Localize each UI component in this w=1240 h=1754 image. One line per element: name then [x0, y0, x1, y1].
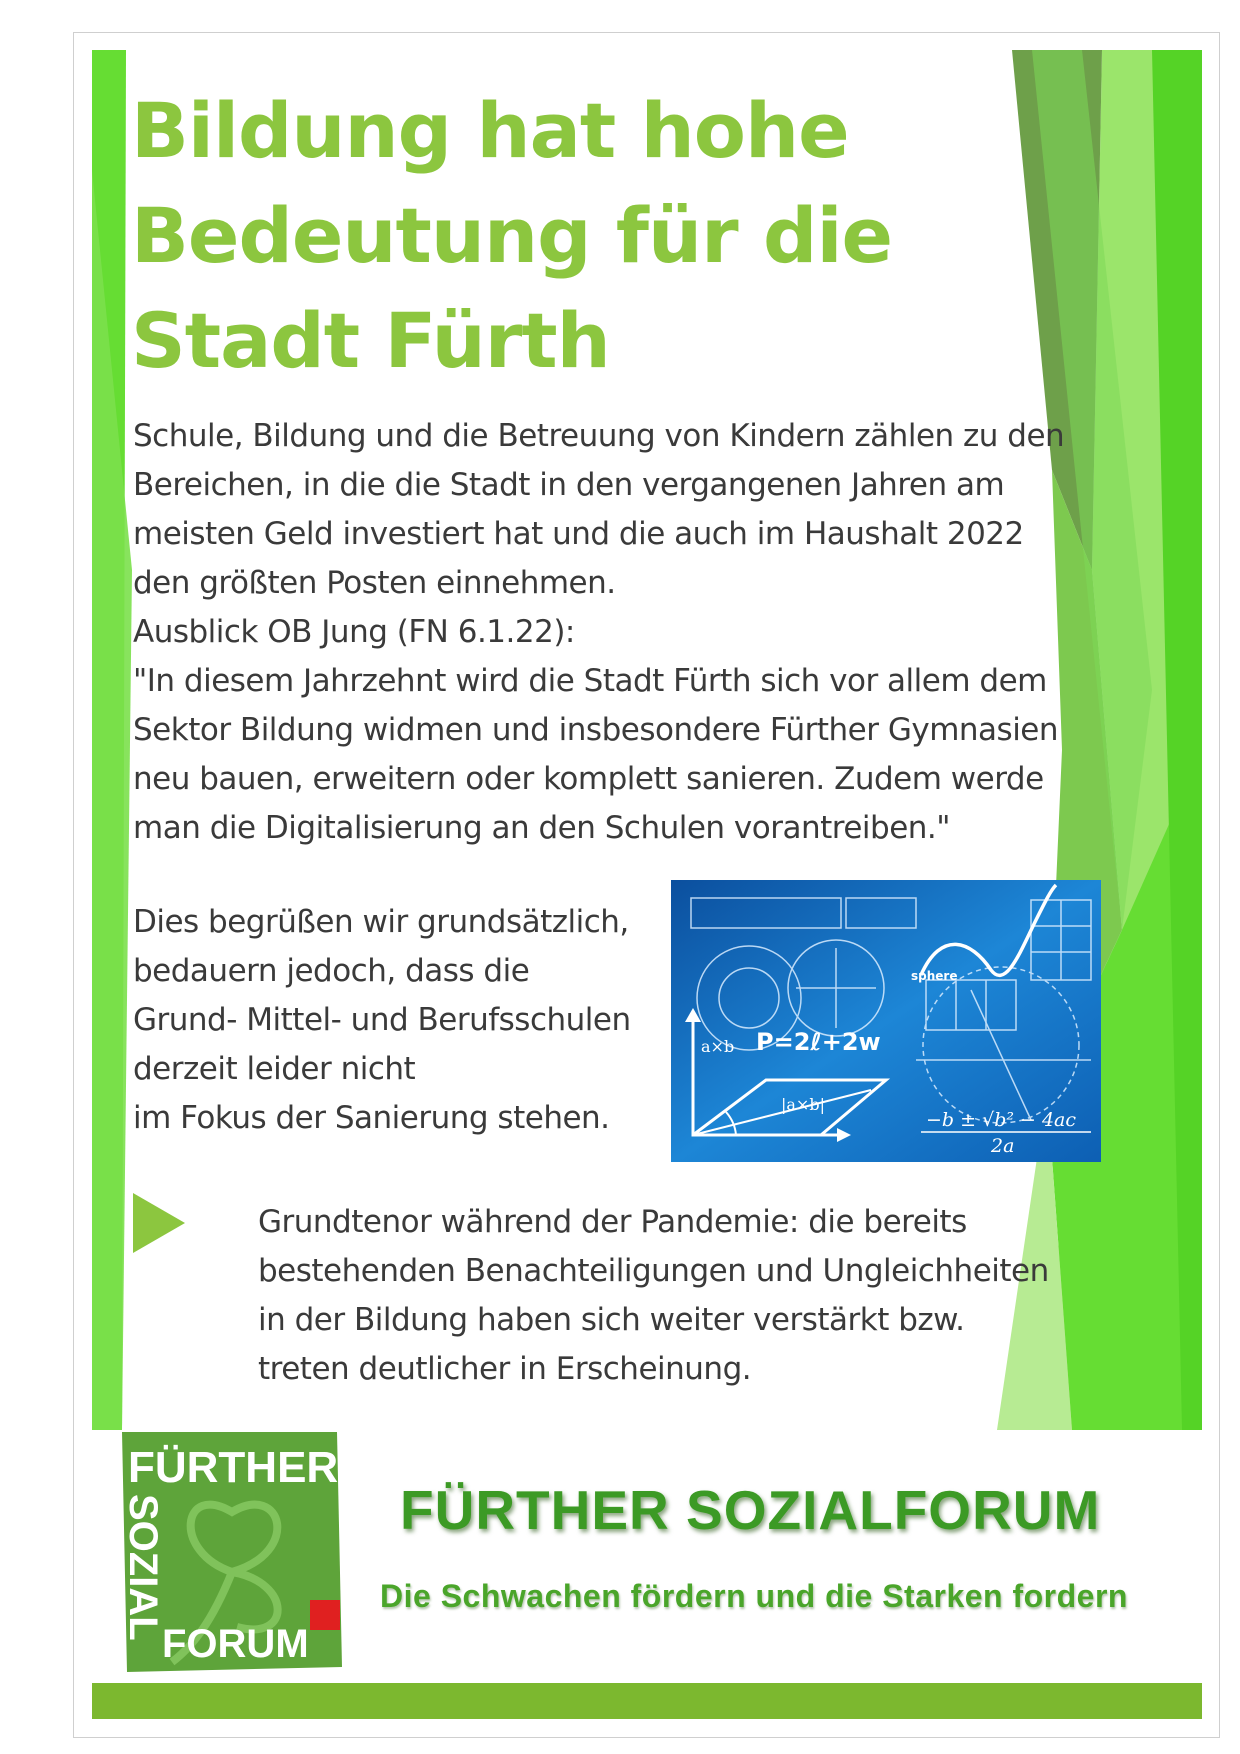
logo-text-top: FÜRTHER	[128, 1443, 339, 1492]
organization-slogan: Die Schwachen fördern und die Starken fordern	[380, 1578, 1128, 1614]
text-line: bestehenden Benachteiligungen und Ungleichheiten	[258, 1253, 1049, 1289]
text-line: Dies begrüßen wir grundsätzlich,	[133, 904, 629, 940]
text-line: "In diesem Jahrzehnt wird die Stadt Fürth sich vor allem dem	[133, 663, 1047, 699]
bullet-arrow-icon	[133, 1193, 185, 1253]
logo-text-side: SOZIAL	[121, 1494, 165, 1641]
label-axb: a×b	[701, 1037, 735, 1056]
title-line: Bildung hat hohe	[131, 86, 849, 175]
text-line: man die Digitalisierung an den Schulen vorantreiben."	[133, 810, 951, 846]
text-line: im Fokus der Sanierung stehen.	[133, 1100, 610, 1136]
formula-perimeter: P=2ℓ+2w	[756, 1028, 881, 1056]
logo-text-bottom: FORUM	[162, 1622, 309, 1666]
text-line: derzeit leider nicht	[133, 1051, 416, 1087]
text-line: Bereichen, in die die Stadt in den vergangenen Jahren am	[133, 467, 1005, 503]
text-line: Sektor Bildung widmen und insbesondere Fürther Gymnasien	[133, 712, 1059, 748]
formula-denominator: 2a	[991, 1135, 1015, 1157]
label-abs-axb: |a×b|	[781, 1095, 825, 1114]
text-line: meisten Geld investiert hat und die auch im Haushalt 2022	[133, 516, 1024, 552]
position-paragraph	[133, 898, 693, 1143]
title-line: Bedeutung für die	[131, 191, 893, 280]
intro-paragraph	[133, 412, 1133, 853]
flyer-title	[131, 78, 1031, 393]
text-line: neu bauen, erweitern oder komplett sanieren. Zudem werde	[133, 761, 1044, 797]
text-line: Schule, Bildung und die Betreuung von Kindern zählen zu den	[133, 418, 1065, 454]
text-line: Grundtenor während der Pandemie: die bereits	[258, 1204, 967, 1240]
text-line: Grund- Mittel- und Berufsschulen	[133, 1002, 631, 1038]
label-sphere: sphere	[911, 969, 958, 983]
math-blackboard-image	[671, 880, 1101, 1162]
formula-quadratic: −b ± √b² − 4ac	[926, 1109, 1077, 1131]
text-line: in der Bildung haben sich weiter verstärkt bzw.	[258, 1302, 965, 1338]
pandemic-paragraph	[258, 1198, 1158, 1394]
sozialforum-logo	[112, 1432, 352, 1672]
title-line: Stadt Fürth	[131, 296, 610, 385]
text-line: treten deutlicher in Erscheinung.	[258, 1351, 752, 1387]
organization-name: FÜRTHER SOZIALFORUM	[400, 1479, 1101, 1541]
text-line: Ausblick OB Jung (FN 6.1.22):	[133, 614, 575, 650]
footer-bar	[92, 1683, 1202, 1719]
text-line: den größten Posten einnehmen.	[133, 565, 616, 601]
text-line: bedauern jedoch, dass die	[133, 953, 530, 989]
